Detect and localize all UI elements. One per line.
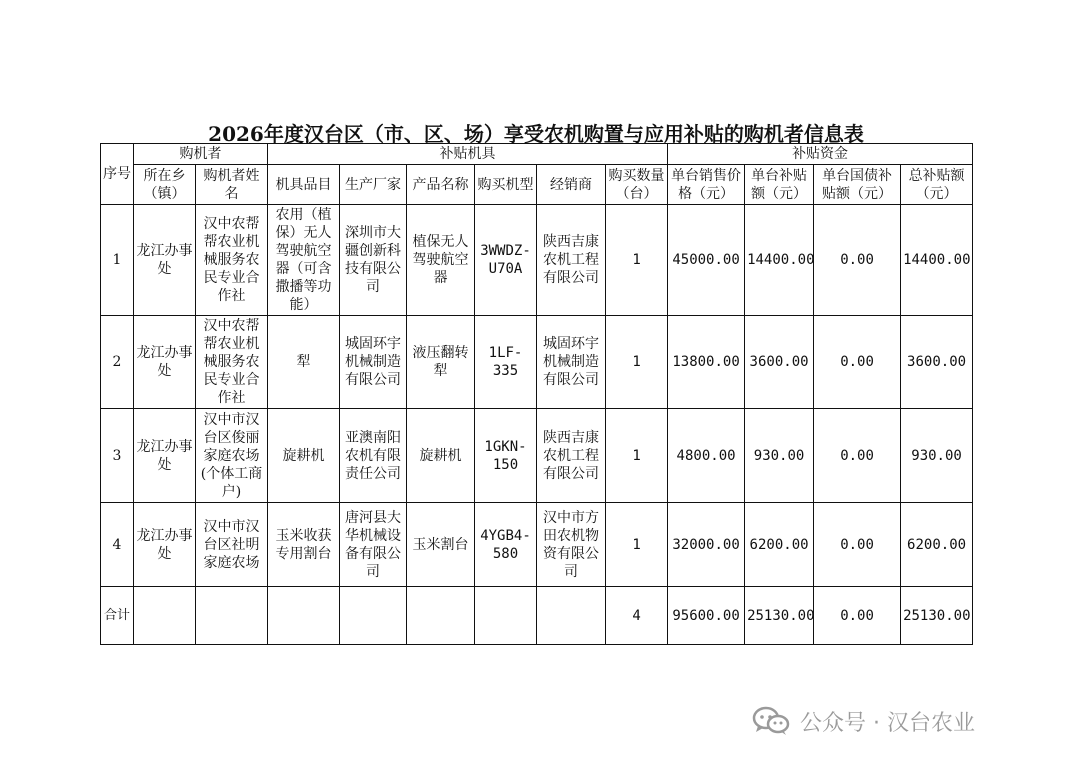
- group-header-row: [101, 144, 973, 165]
- subsidy-table: [100, 143, 973, 645]
- group-header-funds: 补贴资金: [668, 144, 973, 165]
- total-label: 合计: [101, 587, 134, 645]
- cell-dealer: 陕西吉康农机工程有限公司: [537, 409, 606, 503]
- cell-town: 龙江办事处: [134, 205, 196, 316]
- cell-dealer: 陕西吉康农机工程有限公司: [537, 205, 606, 316]
- cell-unit-subsidy: 6200.00: [745, 503, 814, 587]
- cell-quantity: 1: [606, 205, 668, 316]
- header-model: 购买机型: [475, 165, 537, 205]
- cell-dealer: 汉中市方田农机物资有限公司: [537, 503, 606, 587]
- table-row: [101, 316, 973, 409]
- total-bond-subsidy: 0.00: [814, 587, 901, 645]
- cell-seq: 4: [101, 503, 134, 587]
- cell-manufacturer: 城固环宇机械制造有限公司: [340, 316, 407, 409]
- total-empty-cell: [340, 587, 407, 645]
- cell-quantity: 1: [606, 316, 668, 409]
- watermark: [752, 701, 975, 741]
- cell-bond-subsidy: 0.00: [814, 316, 901, 409]
- cell-quantity: 1: [606, 503, 668, 587]
- cell-town: 龙江办事处: [134, 316, 196, 409]
- cell-bond-subsidy: 0.00: [814, 503, 901, 587]
- cell-buyer-name: 汉中市汉台区俊丽家庭农场(个体工商户): [196, 409, 268, 503]
- group-header-machine: 补贴机具: [268, 144, 668, 165]
- table-row: [101, 409, 973, 503]
- cell-dealer: 城固环宇机械制造有限公司: [537, 316, 606, 409]
- header-town: 所在乡（镇）: [134, 165, 196, 205]
- header-unit-price: 单台销售价格（元）: [668, 165, 745, 205]
- header-category: 机具品目: [268, 165, 340, 205]
- header-total-subsidy: 总补贴额（元）: [901, 165, 973, 205]
- cell-bond-subsidy: 0.00: [814, 409, 901, 503]
- header-dealer: 经销商: [537, 165, 606, 205]
- cell-category: 犁: [268, 316, 340, 409]
- cell-unit-subsidy: 930.00: [745, 409, 814, 503]
- cell-quantity: 1: [606, 409, 668, 503]
- header-manufacturer: 生产厂家: [340, 165, 407, 205]
- total-empty-cell: [537, 587, 606, 645]
- cell-category: 农用（植保）无人驾驶航空器（可含撒播等功能）: [268, 205, 340, 316]
- total-quantity: 4: [606, 587, 668, 645]
- header-buyer-name: 购机者姓名: [196, 165, 268, 205]
- cell-town: 龙江办事处: [134, 503, 196, 587]
- cell-total-subsidy: 3600.00: [901, 316, 973, 409]
- header-bond-subsidy: 单台国债补贴额（元）: [814, 165, 901, 205]
- cell-category: 旋耕机: [268, 409, 340, 503]
- column-header-row: [101, 165, 973, 205]
- cell-buyer-name: 汉中农帮帮农业机械服务农民专业合作社: [196, 316, 268, 409]
- cell-unit-subsidy: 3600.00: [745, 316, 814, 409]
- page-title: 2026年度汉台区（市、区、场）享受农机购置与应用补贴的购机者信息表: [208, 122, 864, 146]
- header-product: 产品名称: [407, 165, 475, 205]
- cell-product: 液压翻转犁: [407, 316, 475, 409]
- group-header-buyer: 购机者: [134, 144, 268, 165]
- total-unit-price: 95600.00: [668, 587, 745, 645]
- total-empty-cell: [134, 587, 196, 645]
- total-empty-cell: [475, 587, 537, 645]
- header-unit-subsidy: 单台补贴额（元）: [745, 165, 814, 205]
- cell-town: 龙江办事处: [134, 409, 196, 503]
- total-unit-subsidy: 25130.00: [745, 587, 814, 645]
- header-seq: 序号: [101, 144, 134, 205]
- cell-manufacturer: 亚澳南阳农机有限责任公司: [340, 409, 407, 503]
- cell-product: 玉米割台: [407, 503, 475, 587]
- header-quantity: 购买数量（台）: [606, 165, 668, 205]
- cell-manufacturer: 深圳市大疆创新科技有限公司: [340, 205, 407, 316]
- cell-product: 旋耕机: [407, 409, 475, 503]
- cell-unit-price: 13800.00: [668, 316, 745, 409]
- cell-total-subsidy: 6200.00: [901, 503, 973, 587]
- cell-buyer-name: 汉中市汉台区社明家庭农场: [196, 503, 268, 587]
- total-empty-cell: [407, 587, 475, 645]
- cell-category: 玉米收获专用割台: [268, 503, 340, 587]
- table-row: [101, 503, 973, 587]
- wechat-icon: [752, 706, 790, 736]
- cell-manufacturer: 唐河县大华机械设备有限公司: [340, 503, 407, 587]
- cell-seq: 1: [101, 205, 134, 316]
- cell-seq: 3: [101, 409, 134, 503]
- cell-bond-subsidy: 0.00: [814, 205, 901, 316]
- cell-unit-subsidy: 14400.00: [745, 205, 814, 316]
- total-empty-cell: [268, 587, 340, 645]
- cell-total-subsidy: 14400.00: [901, 205, 973, 316]
- cell-buyer-name: 汉中农帮帮农业机械服务农民专业合作社: [196, 205, 268, 316]
- cell-total-subsidy: 930.00: [901, 409, 973, 503]
- cell-product: 植保无人驾驶航空器: [407, 205, 475, 316]
- cell-model: 4YGB4-580: [475, 503, 537, 587]
- total-row: [101, 587, 973, 645]
- table-row: [101, 205, 973, 316]
- cell-model: 1LF-335: [475, 316, 537, 409]
- cell-seq: 2: [101, 316, 134, 409]
- cell-unit-price: 4800.00: [668, 409, 745, 503]
- cell-model: 1GKN-150: [475, 409, 537, 503]
- cell-model: 3WWDZ-U70A: [475, 205, 537, 316]
- cell-unit-price: 45000.00: [668, 205, 745, 316]
- cell-unit-price: 32000.00: [668, 503, 745, 587]
- watermark-text: 公众号 · 汉台农业: [800, 710, 975, 736]
- total-total-subsidy: 25130.00: [901, 587, 973, 645]
- total-empty-cell: [196, 587, 268, 645]
